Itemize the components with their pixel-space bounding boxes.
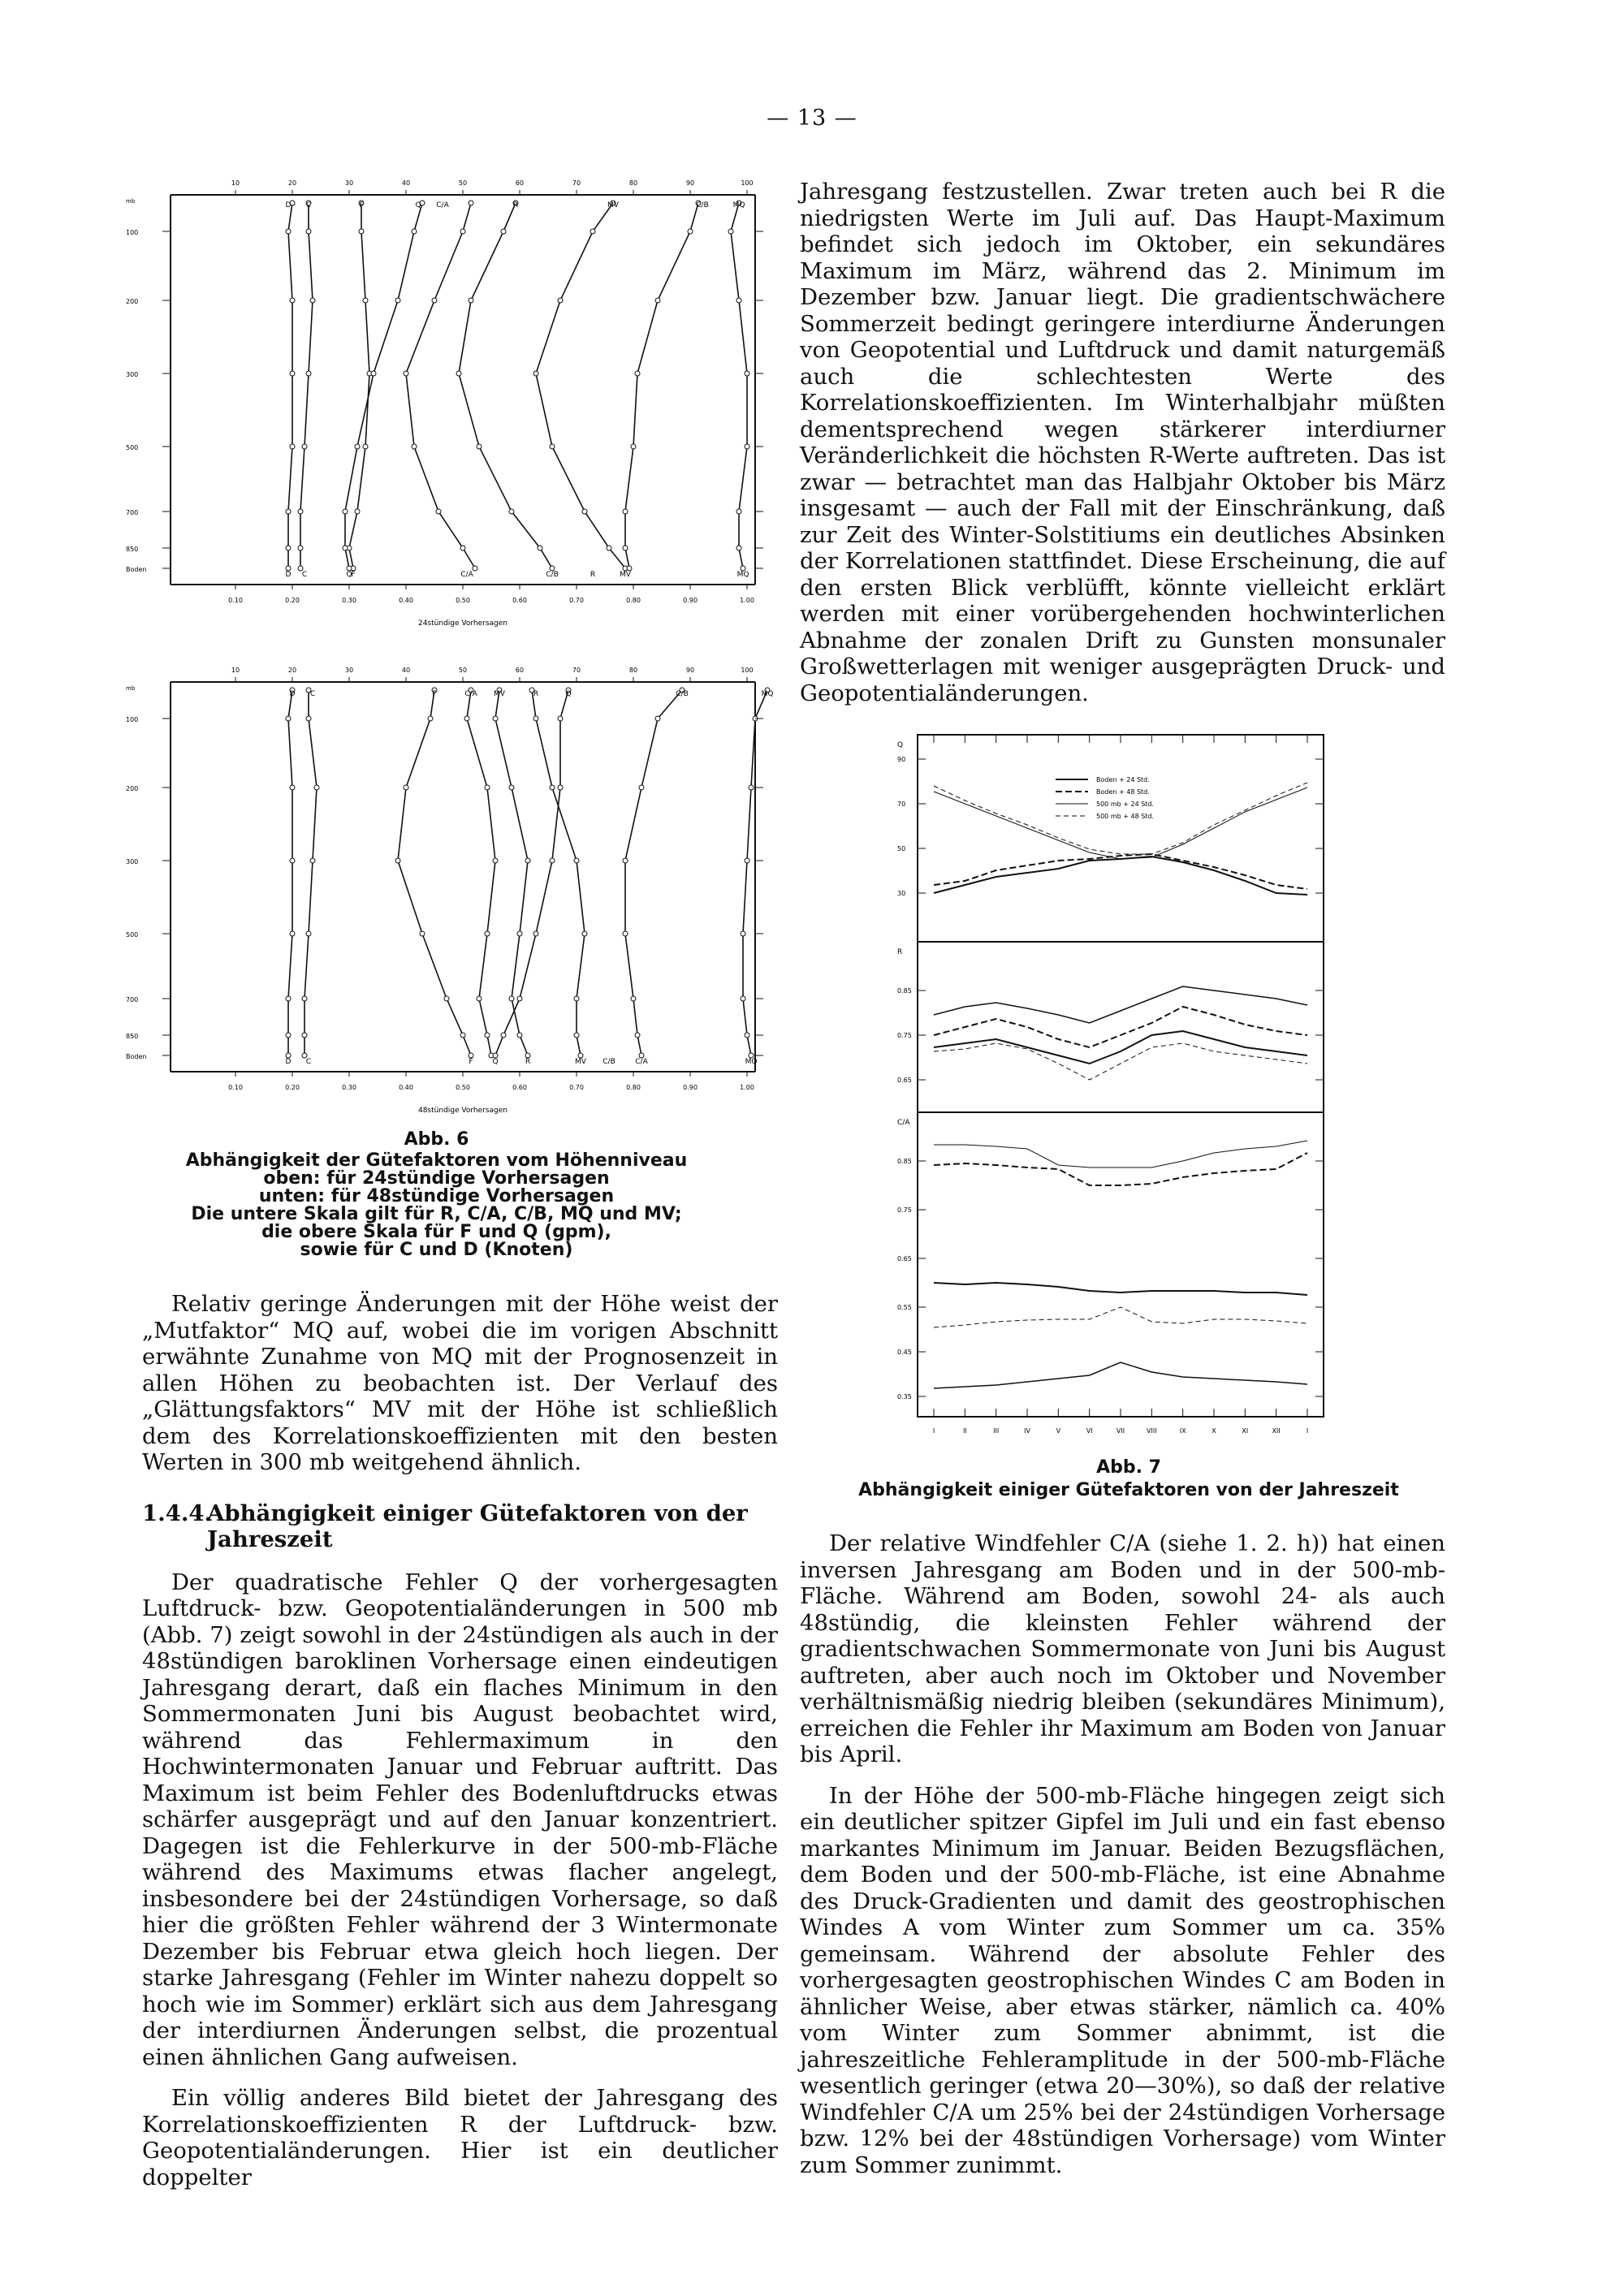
tick-label: 0.85 xyxy=(897,1158,912,1165)
data-point xyxy=(655,298,660,303)
data-point xyxy=(590,229,595,234)
curve-f xyxy=(398,690,471,1055)
tick-label: 30 xyxy=(897,890,906,897)
fig6-caption-line: Abhängigkeit der Gütefaktoren vom Höhenniveau xyxy=(185,1150,688,1171)
series-line xyxy=(934,1141,1307,1167)
curve-label: MV xyxy=(494,690,505,698)
fig6-upper-panel xyxy=(171,195,755,585)
curve-label: MQ xyxy=(736,571,749,579)
data-point xyxy=(298,546,303,550)
data-point xyxy=(286,546,291,550)
data-point xyxy=(574,996,579,1001)
section-heading xyxy=(142,1500,778,1553)
data-point xyxy=(290,298,295,303)
data-point xyxy=(538,546,542,550)
data-point xyxy=(428,716,433,721)
data-point xyxy=(363,444,368,449)
data-point xyxy=(404,785,408,790)
data-point xyxy=(550,858,555,863)
curve-label: R xyxy=(590,571,596,579)
fig6-caption-line: sowie für C und D (Knoten) xyxy=(300,1240,573,1260)
series-line xyxy=(934,1007,1307,1047)
curve-label: C/A xyxy=(460,571,473,579)
data-point xyxy=(286,229,291,234)
curve-label: C/B xyxy=(546,571,559,579)
data-point xyxy=(306,229,311,234)
data-point xyxy=(574,1033,579,1038)
curve-label: MQ xyxy=(761,690,774,698)
fig6-caption-line: unten: für 48stündige Vorhersagen xyxy=(258,1186,615,1206)
tick-label: 40 xyxy=(401,667,411,674)
legend-entry: 500 mb + 48 Std. xyxy=(1096,813,1155,820)
tick-label: 0.65 xyxy=(897,1077,912,1084)
curve-label: MV xyxy=(620,571,631,579)
right-column-top xyxy=(800,179,1445,731)
data-point xyxy=(371,371,376,376)
curve-mv xyxy=(536,203,625,568)
tick-label: 10 xyxy=(231,179,240,187)
curve-label: F xyxy=(359,201,364,209)
data-point xyxy=(736,298,741,303)
data-point xyxy=(464,716,469,721)
level-label: 300 xyxy=(126,371,139,378)
data-point xyxy=(290,785,295,790)
tick-label: 20 xyxy=(287,179,297,187)
data-point xyxy=(286,509,291,514)
tick-label: 0.40 xyxy=(399,597,413,604)
curve-label: Q xyxy=(415,201,421,209)
data-point xyxy=(533,931,538,936)
data-point xyxy=(517,1033,522,1038)
tick-label: 0.60 xyxy=(512,597,527,604)
curve-f xyxy=(349,203,369,568)
tick-label: 10 xyxy=(231,667,240,674)
month-label: VI xyxy=(1086,1427,1093,1435)
data-point xyxy=(469,298,473,303)
data-point xyxy=(749,785,754,790)
tick-label: 70 xyxy=(897,801,906,808)
fig7-axis-ticks xyxy=(897,735,1324,1435)
panel-label: C/A xyxy=(897,1119,910,1127)
tick-label: 0.55 xyxy=(897,1304,912,1311)
data-point xyxy=(286,1033,291,1038)
level-label: 700 xyxy=(126,509,139,516)
curve-label: Q xyxy=(492,1058,499,1066)
level-label: 300 xyxy=(126,858,139,865)
paragraph: In der Höhe der 500-mb-Fläche hingegen zeigt sich ein deutlicher spitzer Gipfel im Juli und ein fast ebenso markantes Minimum im Januar. Beiden Bezugsflächen, dem Boden und der 500-mb-Fläche, ist eine Abnahme des Druck-Gradienten und damit des geostrophischen Windes A vom Winter zum Sommer um ca. 35% gemeinsam. Während der absolute Fehler des vorhergesagten geostrophischen Windes C am Boden in ähnlicher Weise, aber etwas stärker, nämlich ca. 40% vom Winter zum Sommer abnimmt, ist die jahreszeitliche Fehleramplitude in der 500-mb-Fläche wesentlich geringer (etwa 20—30%), so daß der relative Windfehler C/A um 25% bei der 24stündigen Vorhersage bzw. 12% bei der 48stündigen Vorhersage) vom Winter zum Sommer zunimmt. xyxy=(800,1782,1445,2178)
data-point xyxy=(302,444,307,449)
data-point xyxy=(745,1033,749,1038)
month-label: III xyxy=(993,1427,1000,1435)
fig7-legend xyxy=(1056,776,1154,820)
figure-7 xyxy=(893,723,1348,1453)
level-label: 500 xyxy=(126,444,139,451)
data-point xyxy=(432,298,437,303)
data-point xyxy=(639,785,644,790)
data-point xyxy=(558,785,563,790)
level-label: Boden xyxy=(126,1053,147,1060)
data-point xyxy=(395,858,400,863)
data-point xyxy=(533,716,538,721)
data-point xyxy=(655,716,660,721)
month-label: VIII xyxy=(1147,1427,1157,1435)
data-point xyxy=(412,444,417,449)
fig6-lower-panel xyxy=(171,682,770,1072)
fig6-caption xyxy=(114,1131,759,1259)
tick-label: 0.80 xyxy=(626,1084,641,1091)
data-point xyxy=(485,785,490,790)
data-point xyxy=(688,229,693,234)
data-point xyxy=(582,509,587,514)
paragraph: Jahresgang festzustellen. Zwar treten auch bei R die niedrigsten Werte im Juli auf. Das Haupt-Maximum befindet sich jedoch im Oktober, ein sekundäres Maximum im März, während das 2. Minimum im Dezember bzw. Januar liegt. Die gradientschwächere Sommerzeit bedingt geringere interdiurne Änderungen von Geopotential und Luftdruck und damit naturgemäß auch die schlechtesten Werte des Korrelationskoeffizienten. Im Winterhalbjahr müßten dementsprechend wegen stärkerer interdiurner Veränderlichkeit die höchsten R-Werte auftreten. Das ist zwar — betrachtet man das Halbjahr Oktober bis März insgesamt — auch der Fall mit der Einschränkung, daß zur Zeit des Winter-Solstitiums ein deutliches Absinken der Korrelationen stattfindet. Diese Erscheinung, die auf den ersten Blick verblüfft, könnte vielleicht erklärt werden mit einer vorübergehenden hochwinterlichen Abnahme der zonalen Drift zu Gunsten monsunaler Großwetterlagen mit weniger ausgeprägten Druck- und Geopotentialänderungen. xyxy=(800,179,1445,706)
data-point xyxy=(477,996,482,1001)
tick-label: 0.50 xyxy=(456,597,470,604)
tick-label: 1.00 xyxy=(740,1084,754,1091)
curve-label: C xyxy=(305,1058,312,1066)
tick-label: 0.10 xyxy=(228,597,243,604)
tick-label: 0.45 xyxy=(897,1349,912,1356)
tick-label: 90 xyxy=(685,667,695,674)
tick-label: 80 xyxy=(628,179,638,187)
data-point xyxy=(485,931,490,936)
data-point xyxy=(493,716,498,721)
data-point xyxy=(631,996,636,1001)
series-line xyxy=(934,1307,1307,1327)
tick-label: 0.65 xyxy=(897,1255,912,1262)
tick-label: 0.20 xyxy=(285,1084,300,1091)
fig6-caption-line: Die untere Skala gilt für R, C/A, C/B, MQ und MV; xyxy=(191,1204,682,1224)
curve-label: C/B xyxy=(676,690,689,698)
month-label: IX xyxy=(1179,1427,1186,1435)
data-point xyxy=(460,1033,465,1038)
data-point xyxy=(306,716,311,721)
section-title-line1: Abhängigkeit einiger Gütefaktoren von der xyxy=(207,1500,748,1526)
data-point xyxy=(420,931,425,936)
data-point xyxy=(286,716,291,721)
data-point xyxy=(444,996,449,1001)
panel-label: Q xyxy=(897,741,904,749)
curve-label: R xyxy=(525,1058,531,1066)
data-point xyxy=(355,444,360,449)
fig7-caption-title: Abb. 7 xyxy=(1096,1457,1161,1478)
tick-label: 0.75 xyxy=(897,1032,912,1039)
fig6-caption-line: oben: für 24stündige Vorhersagen xyxy=(263,1168,610,1189)
paragraph: Der relative Windfehler C/A (siehe 1. 2. h)) hat einen inversen Jahresgang am Boden und in der 500-mb-Fläche. Während am Boden, sowohl 24- als auch 48stündig, die kleinsten Fehler während der gradientschwachen Sommermonate von Juni bis August auftreten, aber auch noch im Oktober und November verhältnismäßig niedrig bleiben (sekundäres Minimum), erreichen die Fehler ihr Maximum am Boden von Januar bis April. xyxy=(800,1530,1445,1767)
data-point xyxy=(290,931,295,936)
data-point xyxy=(607,546,611,550)
data-point xyxy=(395,298,400,303)
legend-entry: Boden + 48 Std. xyxy=(1096,788,1150,796)
fig7-curves xyxy=(934,783,1307,1388)
data-point xyxy=(286,996,291,1001)
series-line xyxy=(934,1153,1307,1185)
data-point xyxy=(509,996,514,1001)
panel-label: R xyxy=(897,948,903,956)
data-point xyxy=(741,996,745,1001)
series-line xyxy=(934,986,1307,1023)
tick-label: 0.90 xyxy=(683,1084,698,1091)
data-point xyxy=(302,1033,307,1038)
curve-label: C/A xyxy=(635,1058,648,1066)
level-label: 700 xyxy=(126,996,139,1003)
data-point xyxy=(290,371,295,376)
fig7-caption-text: Abhängigkeit einiger Gütefaktoren von der Jahreszeit xyxy=(858,1480,1399,1500)
data-point xyxy=(343,509,348,514)
data-point xyxy=(623,858,628,863)
tick-label: 70 xyxy=(572,667,581,674)
tick-label: 0.20 xyxy=(285,597,300,604)
curve-label: F xyxy=(469,1058,473,1066)
curve-label: C/B xyxy=(696,201,709,209)
data-point xyxy=(558,298,563,303)
tick-label: 0.30 xyxy=(342,1084,356,1091)
data-point xyxy=(485,1033,490,1038)
data-point xyxy=(635,371,640,376)
legend-entry: 500 mb + 24 Std. xyxy=(1096,801,1155,808)
data-point xyxy=(533,371,538,376)
tick-label: 60 xyxy=(515,667,525,674)
data-point xyxy=(574,858,579,863)
tick-label: 0.80 xyxy=(626,597,641,604)
curve-label: MV xyxy=(607,201,619,209)
data-point xyxy=(306,931,311,936)
tick-label: 100 xyxy=(741,667,754,674)
curve-label: Q xyxy=(565,690,572,698)
data-point xyxy=(623,546,628,550)
tick-label: 0.60 xyxy=(512,1084,527,1091)
data-point xyxy=(517,931,522,936)
fig7-frame xyxy=(918,735,1324,1417)
curve-label: C xyxy=(305,201,312,209)
data-point xyxy=(501,229,506,234)
data-point xyxy=(550,444,555,449)
data-point xyxy=(736,546,741,550)
data-point xyxy=(412,229,417,234)
curve-label: F xyxy=(351,571,356,579)
data-point xyxy=(509,785,514,790)
data-point xyxy=(473,566,477,571)
fig6-axis-ticks xyxy=(126,179,773,1091)
data-point xyxy=(558,716,563,721)
tick-label: 0.35 xyxy=(897,1393,912,1400)
right-column-bottom xyxy=(800,1530,1445,2203)
level-label: 200 xyxy=(126,785,139,792)
data-point xyxy=(436,509,441,514)
data-point xyxy=(745,444,749,449)
tick-label: 40 xyxy=(401,179,411,187)
level-label: 200 xyxy=(126,298,139,305)
tick-label: 80 xyxy=(628,667,638,674)
data-point xyxy=(290,444,295,449)
curve-label: C xyxy=(309,690,316,698)
data-point xyxy=(635,1033,640,1038)
fig6-caption-line: die obere Skala für F und Q (gpm), xyxy=(261,1222,611,1242)
fig6-caption-title: Abb. 6 xyxy=(404,1129,469,1150)
curve-c-a xyxy=(406,203,475,568)
curve-label: C/B xyxy=(603,1058,615,1066)
data-point xyxy=(736,509,741,514)
legend-entry: Boden + 24 Std. xyxy=(1096,776,1150,783)
month-label: XII xyxy=(1272,1427,1281,1435)
data-point xyxy=(359,229,364,234)
paragraph: Ein völlig anderes Bild bietet der Jahresgang des Korrelationskoeffizienten R der Luftdruck- bzw. Geopotentialänderungen. Hier ist ein deutlicher doppelter xyxy=(142,2085,778,2190)
tick-label: 30 xyxy=(344,667,354,674)
data-point xyxy=(290,858,295,863)
data-point xyxy=(298,509,303,514)
data-point xyxy=(310,298,315,303)
curve-label: F xyxy=(432,690,437,698)
level-label: 500 xyxy=(126,931,139,939)
tick-label: 0.50 xyxy=(456,1084,470,1091)
figure-6 xyxy=(114,162,893,1120)
series-line xyxy=(934,1283,1307,1295)
month-label: I xyxy=(932,1427,935,1435)
data-point xyxy=(404,371,408,376)
curve-label: C/A xyxy=(436,201,449,209)
data-point xyxy=(306,371,311,376)
paragraph: Der quadratische Fehler Q der vorhergesagten Luftdruck- bzw. Geopotentialänderungen in 500 mb (Abb. 7) zeigt sowohl in der 24stündigen als auch in der 48stündigen baroklinen Vorhersage einen eindeutigen Jahresgang derart, daß ein flaches Minimum in den Sommermonaten Juni bis August beobachtet wird, während das Fehlermaximum in den Hochwintermonaten Januar und Februar auftritt. Das Maximum ist beim Fehler des Bodenluftdrucks etwas schärfer ausgeprägt und auf den Januar konzentriert. Dagegen ist die Fehlerkurve in der 500-mb-Fläche während des Maximums etwas flacher angelegt, insbesondere bei der 24stündigen Vorhersage, so daß hier die größten Fehler während der 3 Wintermonate Dezember bis Februar etwa gleich hoch liegen. Der starke Jahresgang (Fehler im Winter nahezu doppelt so hoch wie im Sommer) erklärt sich aus dem Jahresgang der interdiurnen Änderungen selbst, die prozentual einen ähnlichen Gang aufweisen. xyxy=(142,1569,778,2070)
data-point xyxy=(343,546,348,550)
data-point xyxy=(582,931,587,936)
data-point xyxy=(363,298,368,303)
series-line xyxy=(934,788,1307,859)
level-label: Boden xyxy=(126,566,147,573)
fig6-upper-curves xyxy=(286,201,749,571)
curve-label: C xyxy=(301,571,308,579)
data-point xyxy=(460,546,465,550)
tick-label: 0.70 xyxy=(569,597,584,604)
level-label: mb xyxy=(126,198,136,205)
curve-label: R xyxy=(512,201,519,209)
page-number: — 13 — xyxy=(767,106,857,131)
level-label: 850 xyxy=(126,546,139,553)
paragraph: Relativ geringe Änderungen mit der Höhe weist der „Mutfaktor“ MQ auf, wobei die im vorigen Abschnitt erwähnte Zunahme von MQ mit der Prognosenzeit in allen Höhen zu beobachten ist. Der Verlauf des „Glättungsfaktors“ MV mit der Höhe ist schließlich dem des Korrelationskoeffizienten mit den besten Werten in 300 mb weitgehend ähnlich. xyxy=(142,1291,778,1475)
level-label: mb xyxy=(126,685,136,692)
curve-label: C/A xyxy=(464,690,477,698)
tick-label: 0.85 xyxy=(897,987,912,995)
tick-label: 70 xyxy=(572,179,581,187)
data-point xyxy=(517,996,522,1001)
tick-label: 20 xyxy=(287,667,297,674)
tick-label: 90 xyxy=(685,179,695,187)
tick-label: 60 xyxy=(515,179,525,187)
curve-label: D xyxy=(285,201,292,209)
tick-label: 100 xyxy=(741,179,754,187)
tick-label: 30 xyxy=(344,179,354,187)
data-point xyxy=(310,858,315,863)
month-label: XI xyxy=(1242,1427,1249,1435)
data-point xyxy=(623,931,628,936)
curve-label: D xyxy=(285,1058,292,1066)
tick-label: 0.70 xyxy=(569,1084,584,1091)
fig6-lower-curves xyxy=(286,688,770,1058)
data-point xyxy=(493,858,498,863)
tick-label: 50 xyxy=(458,179,468,187)
tick-label: 0.40 xyxy=(399,1084,413,1091)
data-point xyxy=(477,444,482,449)
tick-label: 90 xyxy=(897,756,906,763)
month-label: II xyxy=(962,1427,967,1435)
fig7-caption xyxy=(844,1459,1413,1500)
month-label: VII xyxy=(1116,1427,1125,1435)
tick-label: 0.75 xyxy=(897,1206,912,1214)
data-point xyxy=(355,509,360,514)
month-label: V xyxy=(1056,1427,1061,1435)
data-point xyxy=(741,931,745,936)
data-point xyxy=(745,371,749,376)
tick-label: 50 xyxy=(897,845,906,852)
data-point xyxy=(469,201,473,205)
section-number: 1.4.4. xyxy=(142,1500,213,1526)
curve-label: R xyxy=(533,690,539,698)
series-line xyxy=(934,1362,1307,1388)
data-point xyxy=(460,229,465,234)
data-point xyxy=(728,229,733,234)
curve-label: MQ xyxy=(745,1058,758,1066)
fig6-lower-xlabel: 48stündige Vorhersagen xyxy=(417,1107,508,1115)
data-point xyxy=(631,444,636,449)
data-point xyxy=(745,858,749,863)
curve-label: D xyxy=(289,690,296,698)
curve-label: MQ xyxy=(732,201,745,209)
month-label: IV xyxy=(1024,1427,1030,1435)
data-point xyxy=(314,785,319,790)
month-label: I xyxy=(1306,1427,1309,1435)
curve-q xyxy=(495,690,568,1055)
data-point xyxy=(623,509,628,514)
data-point xyxy=(456,371,461,376)
fig6-upper-xlabel: 24stündige Vorhersagen xyxy=(417,619,508,628)
data-point xyxy=(550,785,555,790)
level-label: 100 xyxy=(126,716,139,723)
data-point xyxy=(525,858,530,863)
level-label: 850 xyxy=(126,1033,139,1040)
tick-label: 1.00 xyxy=(740,597,754,604)
level-label: 100 xyxy=(126,229,139,236)
curve-label: Q xyxy=(346,571,352,579)
tick-label: 50 xyxy=(458,667,468,674)
curve-label: MV xyxy=(575,1058,586,1066)
data-point xyxy=(501,1033,506,1038)
tick-label: 0.10 xyxy=(228,1084,243,1091)
left-column xyxy=(142,1291,778,2215)
data-point xyxy=(302,996,307,1001)
curve-c-a xyxy=(467,690,495,1055)
curve-c-b xyxy=(625,203,698,568)
tick-label: 0.90 xyxy=(683,597,698,604)
month-label: X xyxy=(1212,1427,1216,1435)
data-point xyxy=(509,509,514,514)
curve-label: D xyxy=(285,571,292,579)
series-line xyxy=(934,857,1307,895)
section-title-line2: Jahreszeit xyxy=(207,1526,333,1552)
tick-label: 0.30 xyxy=(342,597,356,604)
